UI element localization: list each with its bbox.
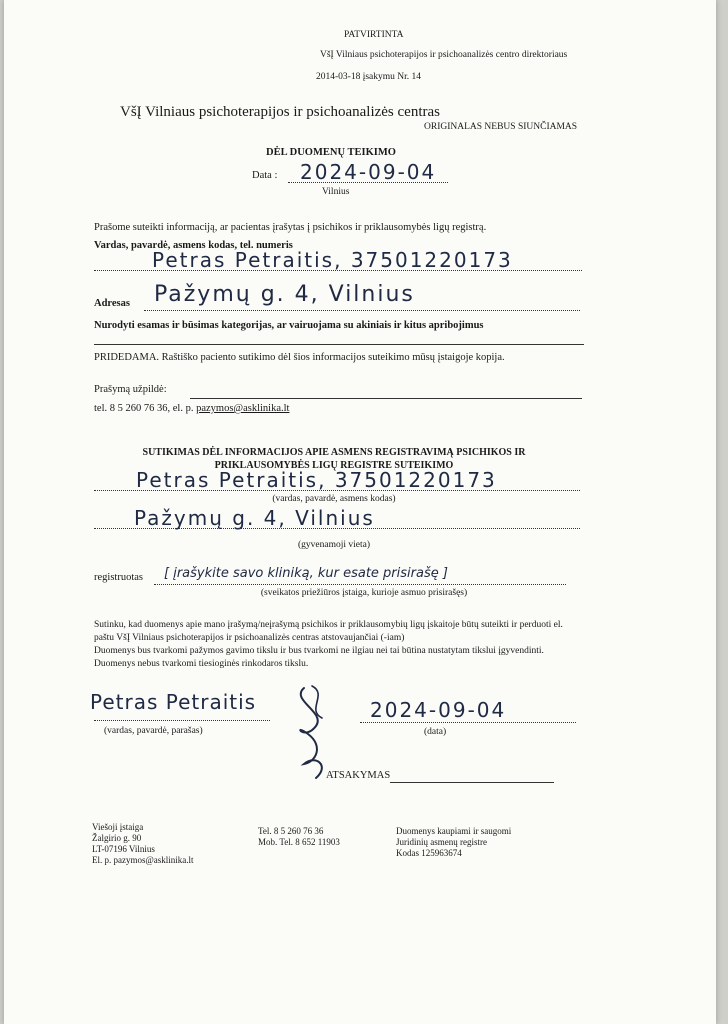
consent-paragraph-2: paštu VšĮ Vilniaus psichoterapijos ir psichoanalizės centras atstovaujančiai (-iam) bbox=[94, 633, 405, 643]
footer-line: Žalgirio g. 90 bbox=[92, 833, 142, 843]
original-note: ORIGINALAS NEBUS SIUNČIAMAS bbox=[424, 122, 578, 132]
document-page bbox=[4, 0, 716, 1024]
signature-scribble bbox=[286, 682, 346, 782]
footer-line: Mob. Tel. 8 652 11903 bbox=[258, 837, 340, 847]
footer-line: Kodas 125963674 bbox=[396, 848, 462, 858]
consent-paragraph-4: Duomenys nebus tvarkomi tiesioginės rinkodaros tikslu. bbox=[94, 659, 309, 669]
request-text: Prašome suteikti informaciją, ar pacientas įrašytas į psichikos ir priklausomybės ligų registrą. bbox=[94, 222, 487, 233]
document-title: DĖL DUOMENŲ TEIKIMO bbox=[266, 147, 396, 158]
consent-name-value: Petras Petraitis, 37501220173 bbox=[136, 468, 497, 492]
footer-line: Juridinių asmenų registre bbox=[396, 837, 487, 847]
consent-address-caption: (gyvenamoji vieta) bbox=[297, 540, 370, 550]
approved-by: VšĮ Vilniaus psichoterapijos ir psichoanalizės centro direktoriaus bbox=[320, 50, 568, 60]
footer-phones bbox=[258, 826, 340, 848]
signer-value: Petras Petraitis bbox=[90, 690, 257, 714]
sign-date-line bbox=[360, 722, 576, 723]
footer-line: Tel. 8 5 260 76 36 bbox=[258, 826, 324, 836]
signer-caption: (vardas, pavardė, parašas) bbox=[104, 726, 203, 736]
attached-label: PRIDEDAMA. bbox=[94, 352, 160, 363]
footer-line: El. p. pazymos@asklinika.lt bbox=[92, 855, 194, 865]
registered-label: registruotas bbox=[94, 572, 143, 583]
registered-line bbox=[154, 584, 566, 585]
signer-line bbox=[94, 720, 270, 721]
patient-value: Petras Petraitis, 37501220173 bbox=[152, 248, 513, 272]
date-value: 2024-09-04 bbox=[300, 160, 437, 184]
sign-date-caption: (data) bbox=[424, 727, 447, 737]
registered-value[interactable]: [ įrašykite savo kliniką, kur esate prisirašę ] bbox=[164, 566, 448, 581]
consent-name-caption: (vardas, pavardė, asmens kodas) bbox=[272, 494, 396, 504]
consent-address-line bbox=[94, 528, 580, 529]
consent-paragraph-1: Sutinku, kad duomenys apie mano įrašymą/neįrašymą psichikos ir priklausomybių ligų įskaitoje būtų suteikti ir perduoti el. bbox=[94, 620, 563, 630]
filled-by-label: Prašymą užpildė: bbox=[94, 384, 167, 395]
address-label: Adresas bbox=[94, 298, 130, 309]
email-link[interactable]: pazymos@asklinika.lt bbox=[196, 403, 290, 414]
approval-order: 2014-03-18 įsakymu Nr. 14 bbox=[316, 72, 422, 82]
filled-by-line bbox=[190, 398, 582, 399]
consent-title-1: SUTIKIMAS DĖL INFORMACIJOS APIE ASMENS REGISTRAVIMĄ PSICHIKOS IR bbox=[142, 447, 526, 458]
sign-date-value: 2024-09-04 bbox=[370, 698, 507, 722]
patient-line bbox=[94, 270, 582, 271]
categories-label: Nurodyti esamas ir būsimas kategorijas, ar vairuojama su akiniais ir kitus apribojimus bbox=[94, 320, 484, 331]
attached-text bbox=[94, 352, 505, 363]
consent-address-value: Pažymų g. 4, Vilnius bbox=[134, 506, 375, 530]
institution-name: VšĮ Vilniaus psichoterapijos ir psichoanalizės centras bbox=[120, 104, 440, 120]
footer-line: Duomenys kaupiami ir saugomi bbox=[396, 826, 512, 836]
categories-rule bbox=[94, 344, 584, 345]
answer-label: ATSAKYMAS bbox=[326, 770, 391, 781]
footer-address bbox=[92, 822, 194, 866]
registered-caption: (sveikatos priežiūros įstaiga, kurioje asmuo prisirašęs) bbox=[260, 588, 468, 598]
address-line bbox=[144, 310, 580, 311]
footer-registry bbox=[396, 826, 511, 859]
city: Vilnius bbox=[322, 187, 350, 197]
consent-name-line bbox=[94, 490, 580, 491]
date-label: Data : bbox=[252, 170, 278, 181]
footer-line: Viešoji įstaiga bbox=[92, 822, 144, 832]
contact-text: tel. 8 5 260 76 36, el. p. bbox=[94, 403, 197, 414]
address-value: Pažymų g. 4, Vilnius bbox=[154, 282, 415, 307]
consent-title-2: PRIKLAUSOMYBĖS LIGŲ REGISTRE SUTEIKIMO bbox=[214, 460, 454, 471]
date-line bbox=[288, 182, 448, 183]
patient-label: Vardas, pavardė, asmens kodas, tel. numeris bbox=[94, 240, 293, 251]
attached-description: Raštiško paciento sutikimo dėl šios informacijos suteikimo mūsų įstaigoje kopija. bbox=[161, 352, 505, 363]
answer-line bbox=[390, 782, 554, 783]
footer-line: LT-07196 Vilnius bbox=[92, 844, 155, 854]
filled-by-contact bbox=[94, 403, 289, 414]
approved-heading: PATVIRTINTA bbox=[344, 30, 404, 40]
consent-paragraph-3: Duomenys bus tvarkomi pažymos gavimo tikslu ir bus tvarkomi ne ilgiau nei tai būtina nustatytam tikslui įgyvendinti. bbox=[94, 646, 544, 656]
